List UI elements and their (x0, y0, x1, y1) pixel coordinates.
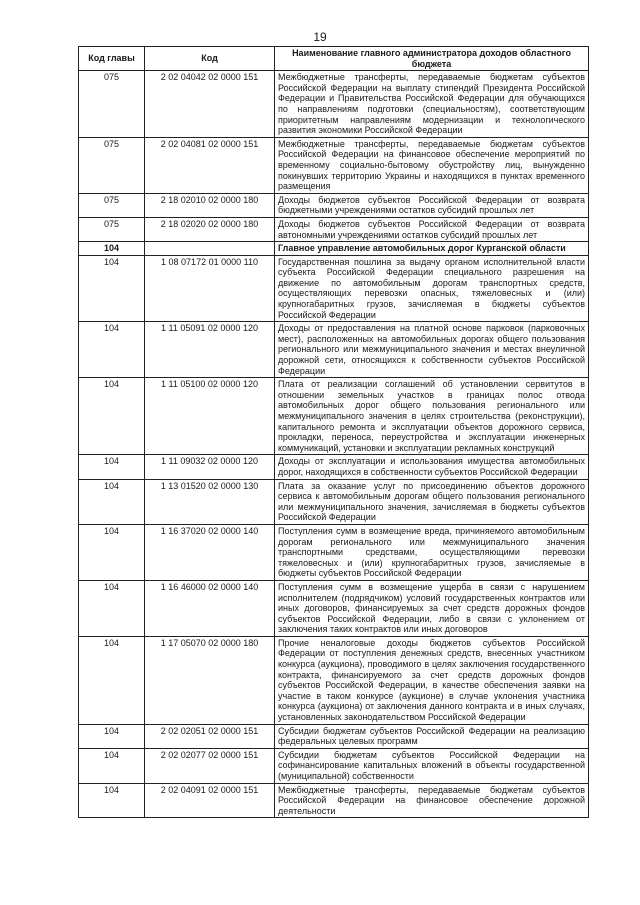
row-chapter-code: 104 (79, 455, 145, 479)
row-code: 2 18 02010 02 0000 180 (145, 193, 275, 217)
table-body (79, 71, 589, 818)
row-name: Субсидии бюджетам субъектов Российской Федерации на софинансирование капитальных вложений в объекты государственной (муниципальной) собственности (275, 748, 589, 783)
row-code: 1 11 05100 02 0000 120 (145, 378, 275, 455)
row-name: Доходы от эксплуатации и использования имущества автомобильных дорог, находящихся в собственности субъектов Российской Федерации (275, 455, 589, 479)
table-row (79, 217, 589, 241)
table-row (79, 783, 589, 818)
table-row (79, 255, 589, 322)
row-code (145, 242, 275, 256)
row-code: 2 02 02077 02 0000 151 (145, 748, 275, 783)
row-name: Доходы от предоставления на платной основе парковок (парковочных мест), расположенных на автомобильных дорогах общего пользования регионального или межмуниципального значения и местах внеуличной дорожной сети, относящихся к собственности субъектов Российской Федерации (275, 322, 589, 378)
row-chapter-code: 104 (79, 242, 145, 256)
table-row (79, 636, 589, 724)
revenue-administrators-table (78, 46, 589, 818)
row-chapter-code: 104 (79, 636, 145, 724)
row-code: 1 17 05070 02 0000 180 (145, 636, 275, 724)
table-header-row (79, 47, 589, 71)
row-name: Поступления сумм в возмещение вреда, причиняемого автомобильным дорогам регионального или межмуниципального значения транспортными средствами, осуществляющими перевозки тяжеловесных и (или) крупногабаритных грузов, зачисляемые в бюджеты субъектов Российской Федерации (275, 524, 589, 580)
row-chapter-code: 104 (79, 255, 145, 322)
row-code: 2 02 04091 02 0000 151 (145, 783, 275, 818)
row-chapter-code: 104 (79, 378, 145, 455)
table-row (79, 193, 589, 217)
table-row (79, 724, 589, 748)
row-chapter-code: 104 (79, 783, 145, 818)
table-row (79, 137, 589, 193)
row-chapter-code: 104 (79, 322, 145, 378)
row-name: Государственная пошлина за выдачу органом исполнительной власти субъекта Российской Федерации специального разрешения на движение по автомобильным дорогам транспортных средств, осуществляющих перевозки опасных, тяжеловесных и (или) крупногабаритных грузов, зачисляемая в бюджеты субъектов Российской Федерации (275, 255, 589, 322)
row-name: Межбюджетные трансферты, передаваемые бюджетам субъектов Российской Федерации на выплату стипендий Президента Российской Федерации и Правительства Российской Федерации для обучающихся по направлениям подготовки (специальностям), соответствующим приоритетным направлениям модернизации и технологического развития экономики Российской Федерации (275, 71, 589, 138)
row-chapter-code: 075 (79, 217, 145, 241)
row-name: Главное управление автомобильных дорог Курганской области (275, 242, 589, 256)
row-chapter-code: 075 (79, 71, 145, 138)
row-chapter-code: 104 (79, 748, 145, 783)
header-name: Наименование главного администратора доходов областного бюджета (275, 47, 589, 71)
table-row (79, 378, 589, 455)
row-name: Субсидии бюджетам субъектов Российской Федерации на реализацию федеральных целевых программ (275, 724, 589, 748)
row-name: Доходы бюджетов субъектов Российской Федерации от возврата автономными учреждениями остатков субсидий прошлых лет (275, 217, 589, 241)
row-name: Плата за оказание услуг по присоединению объектов дорожного сервиса к автомобильным дорогам общего пользования регионального или межмуниципального значения, зачисляемая в бюджеты субъектов Российской Федерации (275, 479, 589, 524)
table-row (79, 748, 589, 783)
row-chapter-code: 075 (79, 193, 145, 217)
row-code: 1 16 46000 02 0000 140 (145, 580, 275, 636)
row-code: 2 02 04081 02 0000 151 (145, 137, 275, 193)
row-chapter-code: 104 (79, 524, 145, 580)
row-code: 1 11 05091 02 0000 120 (145, 322, 275, 378)
table-row (79, 71, 589, 138)
row-name: Межбюджетные трансферты, передаваемые бюджетам субъектов Российской Федерации на финансовое обеспечение дорожной деятельности (275, 783, 589, 818)
row-chapter-code: 104 (79, 580, 145, 636)
row-code: 2 02 04042 02 0000 151 (145, 71, 275, 138)
table-row (79, 322, 589, 378)
row-code: 2 02 02051 02 0000 151 (145, 724, 275, 748)
row-name: Доходы бюджетов субъектов Российской Федерации от возврата бюджетными учреждениями остатков субсидий прошлых лет (275, 193, 589, 217)
table-row (79, 479, 589, 524)
table-row (79, 242, 589, 256)
row-code: 2 18 02020 02 0000 180 (145, 217, 275, 241)
row-name: Поступления сумм в возмещение ущерба в связи с нарушением исполнителем (подрядчиком) условий государственных контрактов или иных договоров, финансируемых за счет средств дорожных фондов субъектов Российской Федерации, либо в связи с уклонением от заключения таких контрактов или иных договоров (275, 580, 589, 636)
header-code: Код (145, 47, 275, 71)
row-chapter-code: 104 (79, 724, 145, 748)
table-row (79, 524, 589, 580)
row-name: Прочие неналоговые доходы бюджетов субъектов Российской Федерации от поступления денежных средств, внесенных участником конкурса (аукциона), проводимого в целях заключения государственного контракта, финансируемого за счет средств дорожных фондов субъектов Российской Федерации, в качестве обеспечения заявки на участие в таком конкурсе (аукционе) в случае уклонения участника конкурса (аукциона) от заключения данного контракта и в иных случаях, установленных законодательством Российской Федерации (275, 636, 589, 724)
header-chapter-code: Код главы (79, 47, 145, 71)
row-code: 1 13 01520 02 0000 130 (145, 479, 275, 524)
row-name: Плата от реализации соглашений об установлении сервитутов в отношении земельных участков в границах полос отвода автомобильных дорог общего пользования регионального или межмуниципального значения в целях строительства (реконструкции), капитального ремонта и эксплуатации объектов дорожного сервиса, прокладки, переноса, переустройства и эксплуатации инженерных коммуникаций, установки и эксплуатации рекламных конструкций (275, 378, 589, 455)
table-row (79, 455, 589, 479)
row-code: 1 08 07172 01 0000 110 (145, 255, 275, 322)
table-row (79, 580, 589, 636)
row-chapter-code: 104 (79, 479, 145, 524)
page-number: 19 (313, 30, 327, 44)
row-chapter-code: 075 (79, 137, 145, 193)
row-code: 1 16 37020 02 0000 140 (145, 524, 275, 580)
row-name: Межбюджетные трансферты, передаваемые бюджетам субъектов Российской Федерации на финансовое обеспечение мероприятий по временному социально-бытовому обустройству лиц, вынужденно покинувших территорию Украины и находящихся в пунктах временного размещения (275, 137, 589, 193)
row-code: 1 11 09032 02 0000 120 (145, 455, 275, 479)
